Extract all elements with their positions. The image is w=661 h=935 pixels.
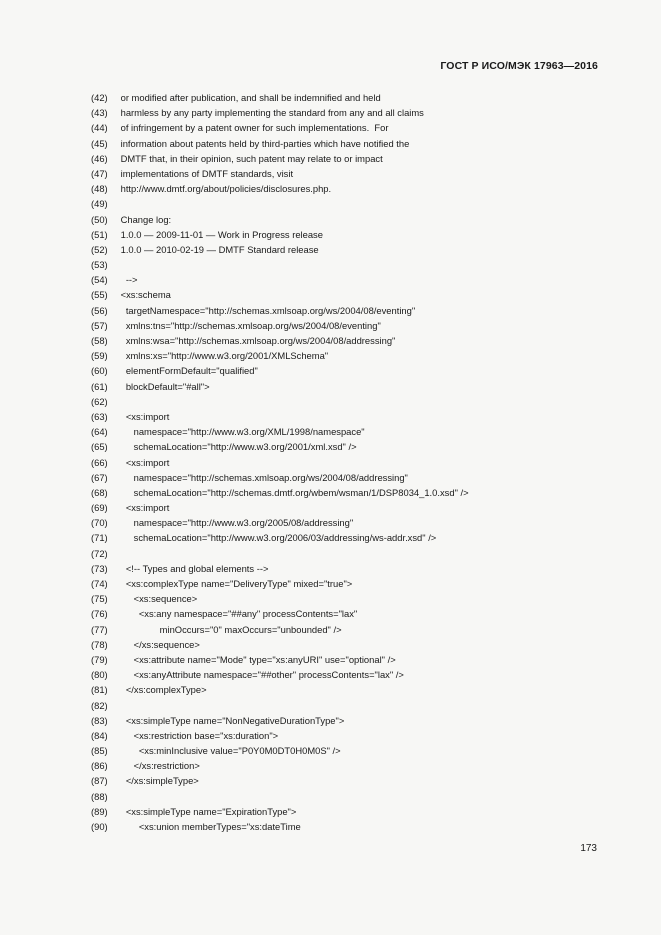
code-line (91, 303, 611, 318)
line-number: (48) (91, 183, 108, 195)
line-text: namespace="http://www.w3.org/2005/08/addressing" (118, 517, 354, 529)
line-text: blockDefault="#all"> (118, 380, 210, 392)
line-number: (63) (91, 410, 108, 422)
line-number: (74) (91, 578, 108, 589)
line-number: (78) (91, 638, 108, 650)
line-text: <xs:anyAttribute namespace="##other" processContents="lax" /> (118, 669, 404, 681)
line-text: http://www.dmtf.org/about/policies/disclosures.php. (118, 183, 332, 195)
code-line (91, 257, 611, 272)
line-number: (81) (91, 684, 108, 696)
line-number: (68) (91, 486, 108, 498)
line-text: schemaLocation="http://schemas.dmtf.org/wbem/wsman/1/DSP8034_1.0.xsd" /> (118, 486, 469, 498)
line-text: --> (118, 274, 138, 286)
line-number: (47) (91, 167, 108, 179)
code-line (91, 591, 611, 606)
line-text: <xs:sequence> (118, 593, 198, 605)
code-line (91, 576, 611, 591)
line-text: <xs:import (118, 456, 170, 468)
code-line (91, 90, 611, 105)
line-number: (73) (91, 562, 108, 574)
line-text: 1.0.0 — 2009-11-01 — Work in Progress release (118, 228, 323, 240)
code-line (91, 530, 611, 545)
line-number: (75) (91, 593, 108, 605)
code-line (91, 637, 611, 652)
code-line (91, 561, 611, 576)
line-number: (64) (91, 426, 108, 438)
code-line (91, 455, 611, 470)
line-text: schemaLocation="http://www.w3.org/2001/xml.xsd" /> (118, 441, 357, 453)
line-text: xmlns:tns="http://schemas.xmlsoap.org/ws/2004/08/eventing" (118, 319, 381, 331)
line-number: (83) (91, 714, 108, 726)
line-text: Change log: (118, 213, 172, 225)
line-number: (90) (91, 821, 108, 832)
code-line (91, 394, 611, 409)
code-listing (91, 90, 611, 834)
code-line (91, 546, 611, 561)
line-number: (87) (91, 775, 108, 787)
line-text: minOccurs="0" maxOccurs="unbounded" /> (118, 623, 342, 635)
line-number: (80) (91, 669, 108, 681)
code-line (91, 515, 611, 530)
code-line (91, 485, 611, 500)
code-line (91, 363, 611, 378)
line-text: implementations of DMTF standards, visit (118, 167, 294, 179)
line-number: (53) (91, 259, 108, 271)
code-line (91, 728, 611, 743)
code-line (91, 212, 611, 227)
code-line (91, 606, 611, 621)
line-text: DMTF that, in their opinion, such patent may relate to or impact (118, 152, 383, 164)
line-number: (60) (91, 365, 108, 377)
line-text: information about patents held by third-parties which have notified the (118, 137, 410, 149)
line-number: (86) (91, 760, 108, 772)
line-number: (45) (91, 137, 108, 149)
line-number: (71) (91, 532, 108, 544)
line-text: <xs:any namespace="##any" processContents="lax" (118, 608, 358, 620)
code-line (91, 318, 611, 333)
line-text: or modified after publication, and shall be indemnified and held (118, 92, 381, 103)
line-number: (58) (91, 335, 108, 346)
page-header-title: ГОСТ Р ИСО/МЭК 17963—2016 (440, 60, 598, 72)
line-number: (51) (91, 228, 108, 240)
code-line (91, 287, 611, 302)
line-text: <xs:import (118, 410, 170, 422)
line-number: (84) (91, 729, 108, 741)
line-text: xmlns:xs="http://www.w3.org/2001/XMLSchema" (118, 350, 329, 362)
code-line (91, 682, 611, 697)
line-number: (44) (91, 122, 108, 134)
line-number: (88) (91, 790, 108, 802)
line-number: (85) (91, 745, 108, 757)
line-text: <xs:minInclusive value="P0Y0M0DT0H0M0S" /> (118, 745, 341, 757)
line-number: (66) (91, 456, 108, 468)
code-line (91, 181, 611, 196)
code-line (91, 667, 611, 682)
line-number: (49) (91, 198, 108, 210)
line-number: (72) (91, 547, 108, 559)
code-line (91, 743, 611, 758)
line-number: (61) (91, 380, 108, 392)
code-line (91, 120, 611, 135)
line-text: harmless by any party implementing the standard from any and all claims (118, 107, 424, 119)
line-number: (76) (91, 608, 108, 620)
line-number: (43) (91, 107, 108, 119)
line-text: <!-- Types and global elements --> (118, 562, 269, 574)
line-number: (54) (91, 274, 108, 286)
line-text: <xs:restriction base="xs:duration"> (118, 729, 279, 741)
line-text: </xs:restriction> (118, 760, 200, 772)
code-line (91, 500, 611, 515)
code-line (91, 333, 611, 348)
code-line (91, 439, 611, 454)
code-line (91, 758, 611, 773)
line-number: (42) (91, 92, 108, 103)
line-number: (59) (91, 350, 108, 362)
line-text: schemaLocation="http://www.w3.org/2006/03/addressing/ws-addr.xsd" /> (118, 532, 437, 544)
code-line (91, 242, 611, 257)
line-number: (70) (91, 517, 108, 529)
line-number: (57) (91, 319, 108, 331)
line-text: <xs:simpleType name="ExpirationType"> (118, 805, 297, 817)
page-number: 173 (580, 843, 597, 854)
line-number: (79) (91, 653, 108, 665)
line-text: <xs:schema (118, 289, 171, 301)
line-number: (77) (91, 623, 108, 635)
line-number: (89) (91, 805, 108, 817)
code-line (91, 166, 611, 181)
line-number: (67) (91, 471, 108, 483)
line-text: <xs:import (118, 502, 170, 514)
code-line (91, 227, 611, 242)
line-number: (50) (91, 213, 108, 225)
code-line (91, 819, 611, 834)
code-line (91, 409, 611, 424)
line-text: xmlns:wsa="http://schemas.xmlsoap.org/ws/2004/08/addressing" (118, 335, 396, 346)
line-text: <xs:attribute name="Mode" type="xs:anyURI" use="optional" /> (118, 653, 396, 665)
code-line (91, 105, 611, 120)
line-text: <xs:complexType name="DeliveryType" mixed="true"> (118, 578, 353, 589)
line-number: (69) (91, 502, 108, 514)
line-number: (52) (91, 243, 108, 255)
line-number: (62) (91, 395, 108, 407)
code-line (91, 622, 611, 637)
code-line (91, 272, 611, 287)
line-number: (46) (91, 152, 108, 164)
line-text: </xs:simpleType> (118, 775, 199, 787)
line-text: </xs:sequence> (118, 638, 200, 650)
code-line (91, 652, 611, 667)
line-number: (82) (91, 699, 108, 711)
line-text: targetNamespace="http://schemas.xmlsoap.org/ws/2004/08/eventing" (118, 304, 416, 316)
code-line (91, 789, 611, 804)
code-line (91, 348, 611, 363)
code-line (91, 804, 611, 819)
code-line (91, 136, 611, 151)
line-text: namespace="http://www.w3.org/XML/1998/namespace" (118, 426, 365, 438)
line-number: (56) (91, 304, 108, 316)
line-text: <xs:simpleType name="NonNegativeDurationType"> (118, 714, 345, 726)
line-text: namespace="http://schemas.xmlsoap.org/ws/2004/08/addressing" (118, 471, 408, 483)
line-text: elementFormDefault="qualified" (118, 365, 258, 377)
line-text: </xs:complexType> (118, 684, 207, 696)
line-text: of infringement by a patent owner for such implementations. For (118, 122, 389, 134)
line-text: 1.0.0 — 2010-02-19 — DMTF Standard release (118, 243, 319, 255)
code-line (91, 424, 611, 439)
code-line (91, 151, 611, 166)
code-line (91, 773, 611, 788)
code-line (91, 698, 611, 713)
code-line (91, 470, 611, 485)
line-text: <xs:union memberTypes="xs:dateTime (118, 821, 301, 832)
line-number: (55) (91, 289, 108, 301)
code-line (91, 713, 611, 728)
code-line (91, 379, 611, 394)
code-line (91, 196, 611, 211)
line-number: (65) (91, 441, 108, 453)
